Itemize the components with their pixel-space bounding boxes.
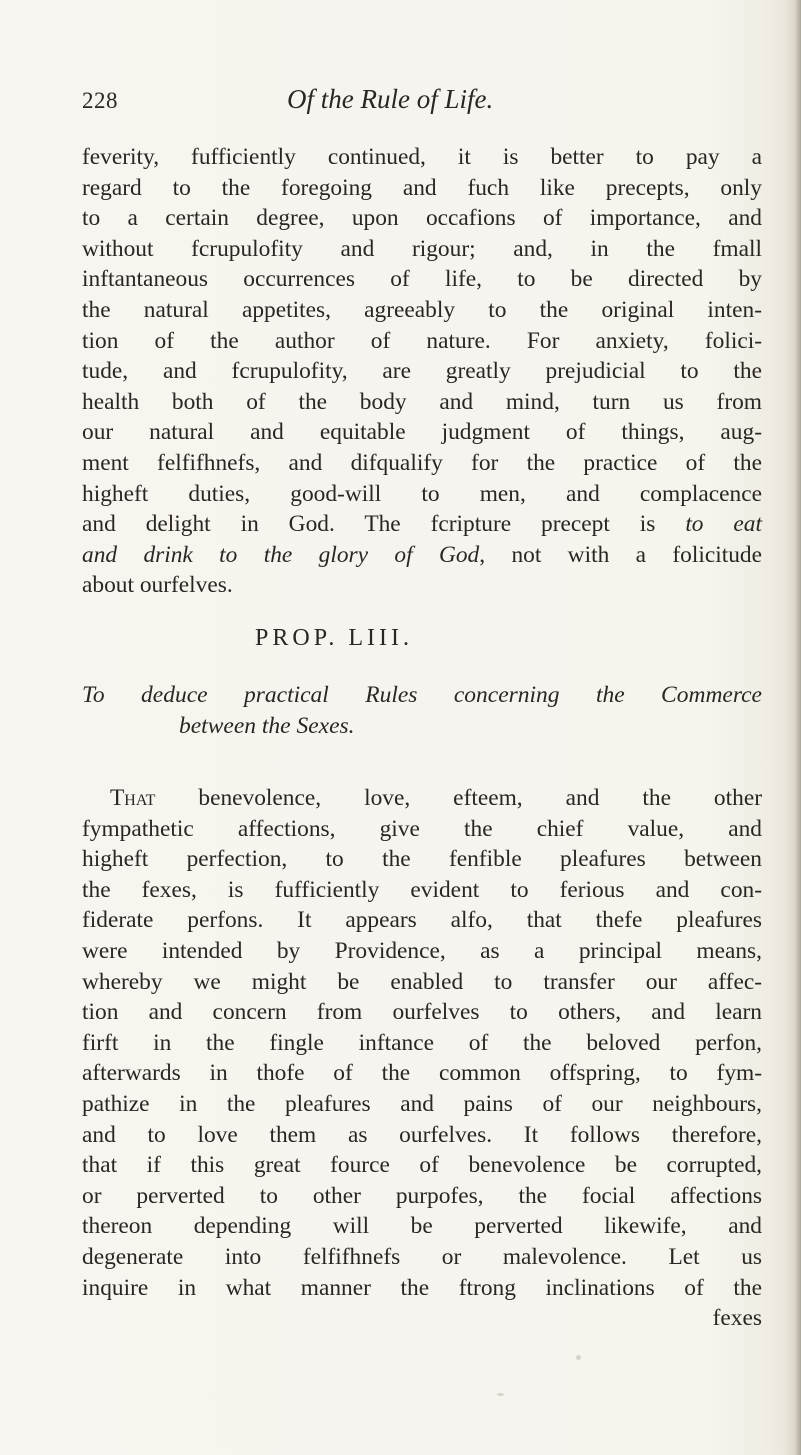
text-line: and to love them as ourfelves. It follows therefore, bbox=[82, 1121, 762, 1148]
text-line: fiderate perfons. It appears alfo, that thefe pleafures bbox=[82, 907, 762, 934]
text-line: the natural appetites, agreeably to the original inten- bbox=[82, 296, 762, 323]
paragraph-continued bbox=[82, 142, 762, 601]
paragraph-main bbox=[82, 783, 762, 1334]
text-line: tude, and fcrupulofity, are greatly prejudicial to the bbox=[82, 358, 762, 385]
text-line: pathize in the pleafures and pains of our neighbours, bbox=[82, 1090, 762, 1117]
italic-segment: and drink to the glory of God bbox=[82, 541, 480, 568]
paper-speck bbox=[497, 1393, 504, 1396]
text-line: firft in the fingle inftance of the beloved perfon, bbox=[82, 1029, 762, 1056]
text-line: that if this great fource of benevolence be corrupted, bbox=[82, 1152, 762, 1179]
text-segment: benevolence, love, efteem, and the other bbox=[155, 785, 762, 811]
text-segment: , not with a folicitude bbox=[479, 541, 762, 568]
text-line: without fcrupulofity and rigour; and, in the fmall bbox=[82, 235, 762, 262]
paper-speck bbox=[576, 1355, 581, 1360]
catchword: fexes bbox=[712, 1305, 762, 1332]
text-line: to a certain degree, upon occafions of importance, and bbox=[82, 205, 762, 232]
text-line: tion and concern from ourfelves to others, and learn bbox=[82, 999, 762, 1026]
proposition-title bbox=[82, 680, 762, 742]
text-line: about ourfelves. bbox=[82, 572, 233, 599]
opening-word: That bbox=[110, 785, 156, 811]
page-edge-shadow bbox=[785, 0, 801, 1455]
text-line: tion of the author of nature. For anxiety, folici- bbox=[82, 327, 762, 354]
page-header bbox=[82, 84, 762, 128]
text-line bbox=[82, 540, 762, 571]
text-line bbox=[82, 783, 762, 814]
text-line: higheft duties, good-will to men, and complacence bbox=[82, 480, 762, 507]
text-line: fympathetic affections, give the chief value, and bbox=[82, 815, 762, 842]
italic-segment: to eat bbox=[685, 511, 763, 538]
text-line: inftantaneous occurrences of life, to be directed by bbox=[82, 266, 762, 293]
text-line: our natural and equitable judgment of things, aug- bbox=[82, 419, 762, 446]
text-line: higheft perfection, to the fenfible pleafures between bbox=[82, 846, 762, 873]
text-line bbox=[82, 509, 762, 540]
text-line: afterwards in thofe of the common offspring, to fym- bbox=[82, 1060, 762, 1087]
text-line: whereby we might be enabled to transfer our affec- bbox=[82, 968, 762, 995]
text-line: thereon depending will be perverted likewife, and bbox=[82, 1213, 762, 1240]
page-number: 228 bbox=[82, 88, 118, 113]
text-line: regard to the foregoing and fuch like precepts, only bbox=[82, 174, 762, 201]
text-line: inquire in what manner the ftrong inclinations of the bbox=[82, 1274, 762, 1301]
text-line: the fexes, is fufficiently evident to ferious and con- bbox=[82, 876, 762, 903]
text-line: degenerate into felfifhnefs or malevolence. Let us bbox=[82, 1243, 762, 1270]
text-line: feverity, fufficiently continued, it is better to pay a bbox=[82, 144, 762, 170]
proposition-title-line: To deduce practical Rules concerning the Commerce bbox=[82, 682, 762, 708]
text-line: or perverted to other purpofes, the focial affections bbox=[82, 1182, 762, 1209]
text-line: ment felfifhnefs, and difqualify for the practice of the bbox=[82, 449, 762, 476]
proposition-heading: PROP. LIII. bbox=[255, 625, 414, 651]
text-line: were intended by Providence, as a principal means, bbox=[82, 937, 762, 964]
text-line: health both of the body and mind, turn us from bbox=[82, 388, 762, 415]
proposition-title-line: between the Sexes. bbox=[179, 713, 355, 739]
text-segment: and delight in God. The fcripture precept is bbox=[82, 511, 686, 538]
running-head: Of the Rule of Life. bbox=[287, 84, 494, 114]
